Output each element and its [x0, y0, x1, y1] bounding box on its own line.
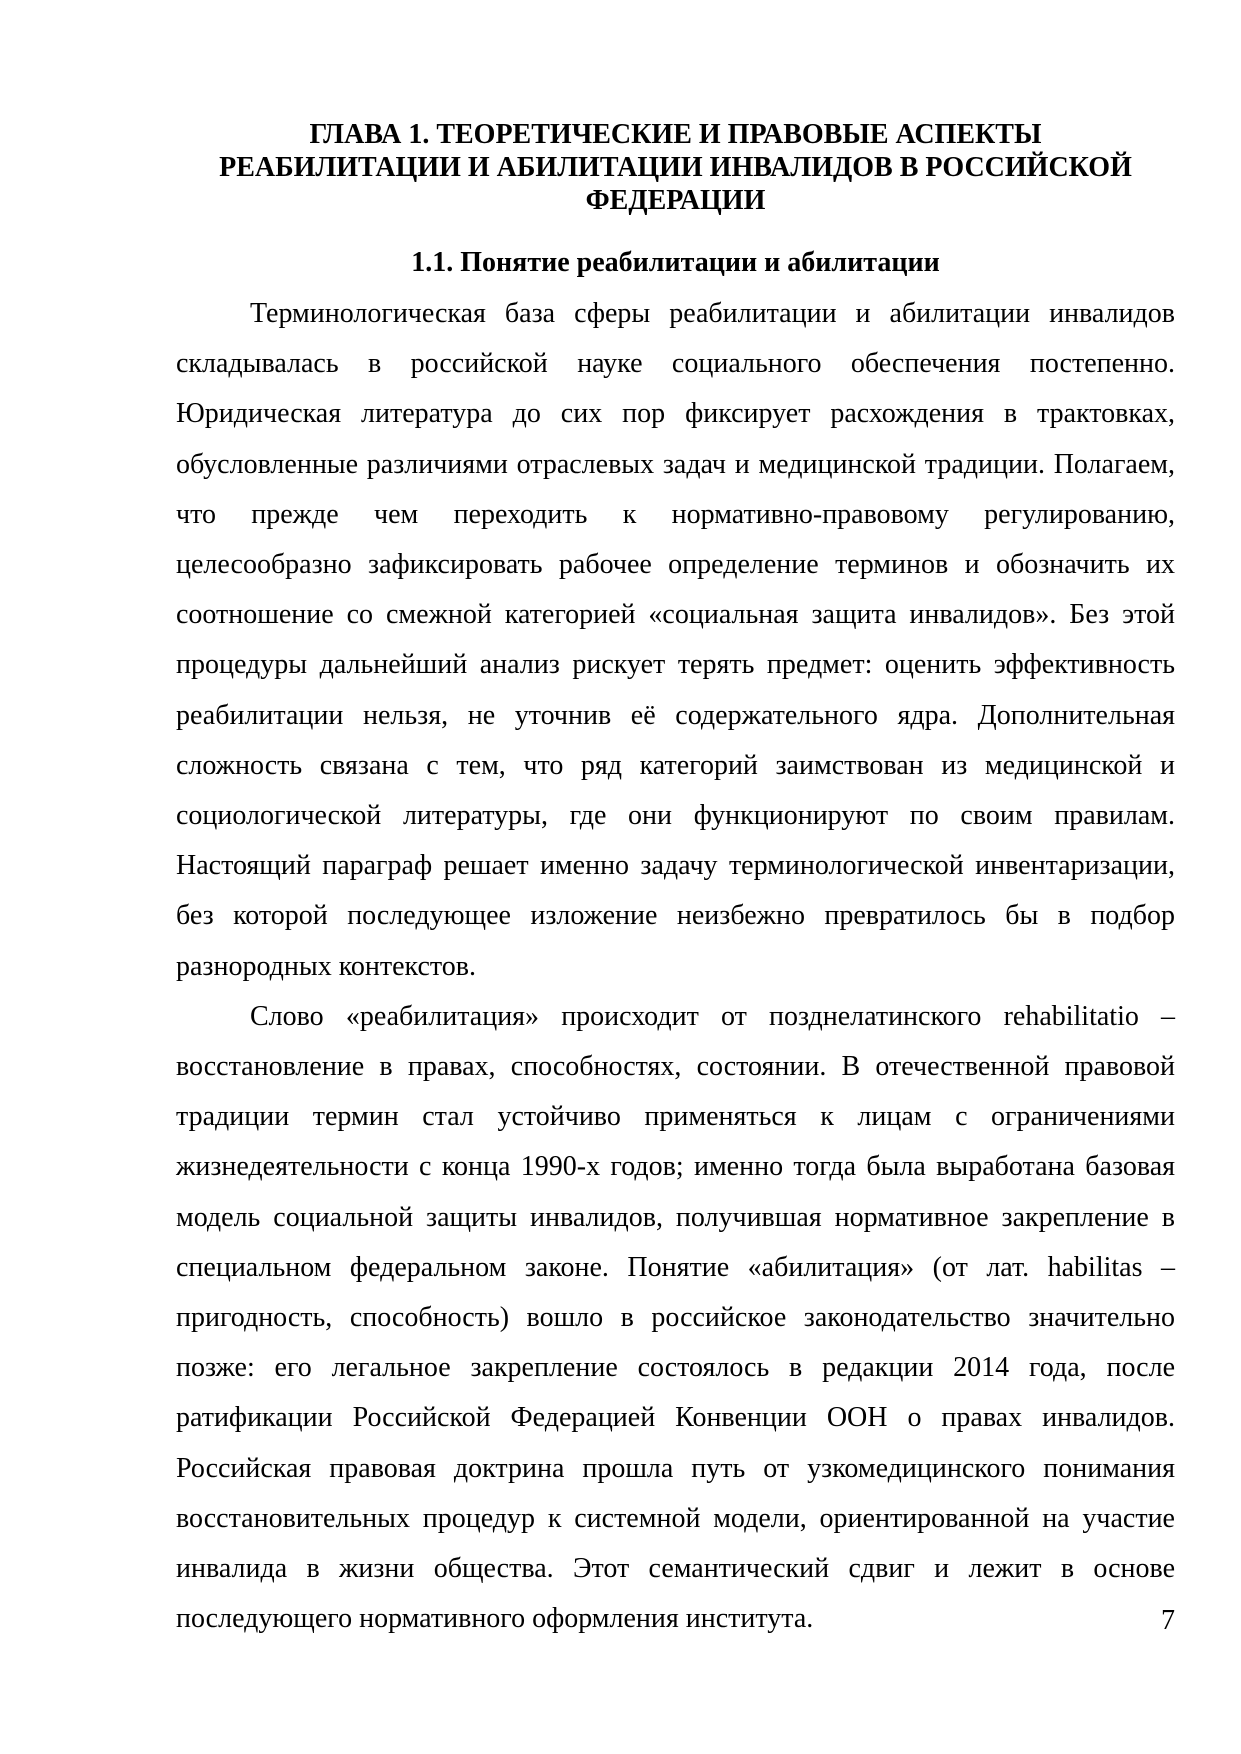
page-number: 7 — [1161, 1605, 1175, 1636]
section-title: 1.1. Понятие реабилитации и абилитации — [411, 247, 940, 278]
chapter-title-line: ГЛАВА 1. ТЕОРЕТИЧЕСКИЕ И ПРАВОВЫЕ АСПЕКТЫ — [309, 119, 1042, 150]
body-text — [176, 289, 1175, 1644]
chapter-title — [176, 118, 1175, 217]
paragraph: Терминологическая база сферы реабилитации и абилитации инвалидов складывалась в российской науке социального обеспечения постепенно. Юридическая литература до сих пор фиксирует расхождения в трактовках, обусловленные различиями отраслевых задач и медицинской традиции. Полагаем, что прежде чем переходить к нормативно-правовому регулированию, целесообразно зафиксировать рабочее определение терминов и обозначить их соотношение со смежной категорией «социальная защита инвалидов». Без этой процедуры дальнейший анализ рискует терять предмет: оценить эффективность реабилитации нельзя, не уточнив её содержательного ядра. Дополнительная сложность связана с тем, что ряд категорий заимствован из медицинской и социологической литературы, где они функционируют по своим правилам. Настоящий параграф решает именно задачу терминологической инвентаризации, без которой последующее изложение неизбежно превратилось бы в подбор разнородных контекстов. — [176, 298, 1175, 982]
chapter-title-line: ФЕДЕРАЦИИ — [585, 185, 766, 216]
paragraph: Слово «реабилитация» происходит от позднелатинского rehabilitatio – восстановление в правах, способностях, состоянии. В отечественной правовой традиции термин стал устойчиво применяться к лицам с ограничениями жизнедеятельности с конца 1990-х годов; именно тогда была выработана базовая модель социальной защиты инвалидов, получившая нормативное закрепление в специальном федеральном законе. Понятие «абилитация» (от лат. habilitas – пригодность, способность) вошло в российское законодательство значительно позже: его легальное закрепление состоялось в редакции 2014 года, после ратификации Российской Федерацией Конвенции ООН о правах инвалидов. Российская правовая доктрина прошла путь от узкомедицинского понимания восстановительных процедур к системной модели, ориентированной на участие инвалида в жизни общества. Этот семантический сдвиг и лежит в основе последующего нормативного оформления института. — [176, 1000, 1175, 1635]
chapter-title-line: РЕАБИЛИТАЦИИ И АБИЛИТАЦИИ ИНВАЛИДОВ В РОССИЙСКОЙ — [219, 152, 1132, 183]
